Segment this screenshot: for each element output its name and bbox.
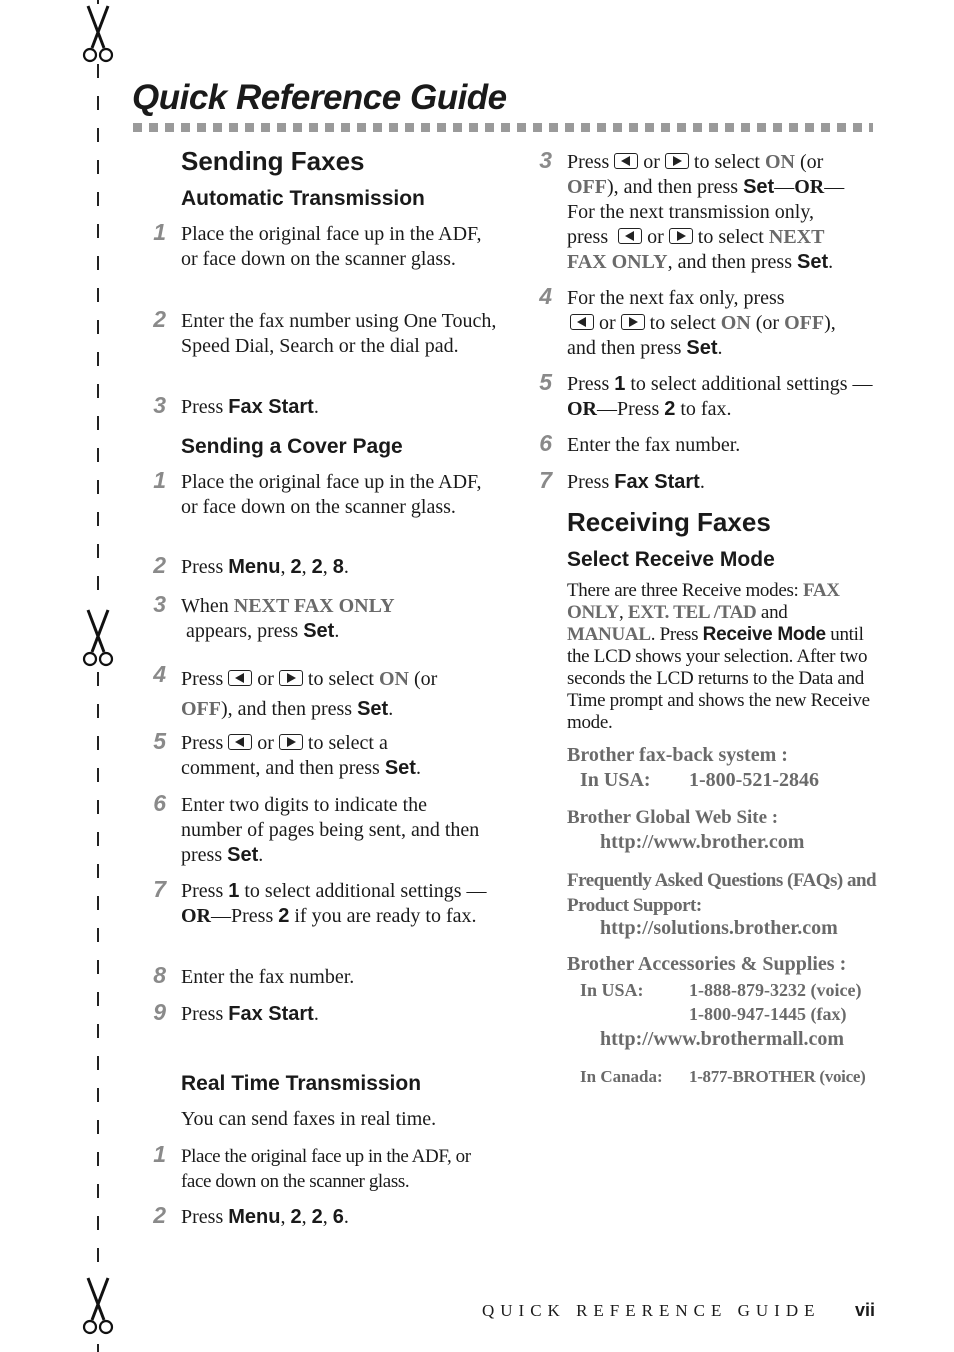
web-label: Brother Global Web Site : [567,807,779,828]
step-number: 9 [153,999,166,1025]
step-number: 3 [539,147,552,173]
step-text: Press Fax Start. [181,396,319,418]
step-number: 3 [153,591,166,617]
step-number: 1 [153,467,166,493]
left-arrow-key-icon [228,734,252,750]
accessories-fax: 1-800-947-1445 (fax) [689,1004,847,1024]
right-arrow-key-icon [669,228,693,244]
step-number: 6 [539,430,552,456]
right-arrow-key-icon [621,314,645,330]
step-number: 6 [153,790,166,816]
accessories-label: Brother Accessories & Supplies : [567,953,847,975]
step-number: 8 [153,962,166,988]
step-text: Enter the fax number. [567,434,741,456]
right-arrow-key-icon [279,670,303,686]
step-text: Place the original face up in the ADF, or face down on the scanner glass. [181,1146,471,1192]
scissors-icon [80,1276,116,1336]
faxback-country: In USA: [580,769,651,791]
faxback-number: 1-800-521-2846 [689,769,819,791]
step-text: Press or to select ON (or OFF), and then press Set. [181,668,438,720]
step-number: 2 [153,306,166,332]
canada-number: 1-877-BROTHER (voice) [689,1067,866,1086]
step-text: Press or to select a comment, and then press Set. [181,732,421,779]
paragraph: You can send faxes in real time. [181,1108,437,1130]
subheading-real-time-transmission: Real Time Transmission [181,1072,422,1095]
step-text: Press 1 to select additional settings —OR—Press 2 if you are ready to fax. [181,880,487,927]
step-number: 5 [539,369,552,395]
step-text: Enter the fax number. [181,966,355,988]
step-number: 4 [539,283,552,309]
faxback-label: Brother fax-back system : [567,744,788,766]
step-text: Press or to select ON (or OFF), and then press Set—OR— For the next transmission only, press or to select NEXT FAX ONLY, and then press Set. [567,151,845,273]
step-text: For the next fax only, press or to select ON (or OFF), and then press Set. [567,287,836,359]
step-text: Press Menu, 2, 2, 8. [181,556,349,578]
subheading-select-receive-mode: Select Receive Mode [567,548,775,571]
step-text: Press Fax Start. [567,471,705,493]
step-text: Place the original face up in the ADF, or face down on the scanner glass. [181,471,482,518]
title-rule [133,123,873,132]
accessories-country: In USA: [580,980,644,1000]
step-number: 5 [153,728,166,754]
step-text: When NEXT FAX ONLY appears, press Set. [181,595,395,642]
step-text: Press Menu, 2, 2, 6. [181,1206,349,1228]
subheading-sending-cover-page: Sending a Cover Page [181,435,403,458]
step-text: Place the original face up in the ADF, or face down on the scanner glass. [181,223,482,270]
step-number: 2 [153,1202,166,1228]
left-arrow-key-icon [228,670,252,686]
accessories-url[interactable]: http://www.brothermall.com [600,1028,845,1050]
step-text: Press Fax Start. [181,1003,319,1025]
step-number: 3 [153,392,166,418]
left-arrow-key-icon [570,314,594,330]
scissors-icon [80,4,116,64]
step-number: 1 [153,1141,166,1167]
canada-label: In Canada: [580,1067,663,1086]
section-heading-sending-faxes: Sending Faxes [181,146,365,176]
step-text: Enter two digits to indicate the number of pages being sent, and then press Set. [181,794,480,866]
faq-label: Frequently Asked Questions (FAQs) and Product Support: [567,870,877,916]
cut-line [97,0,99,1352]
page-number: vii [855,1300,876,1320]
subheading-automatic-transmission: Automatic Transmission [181,187,425,210]
web-url[interactable]: http://www.brother.com [600,831,805,853]
left-arrow-key-icon [614,153,638,169]
running-footer: QUICK REFERENCE GUIDE [482,1301,821,1320]
right-arrow-key-icon [665,153,689,169]
left-arrow-key-icon [618,228,642,244]
paragraph: There are three Receive modes: FAX ONLY, EXT. TEL /TAD and MANUAL. Press Receive Mode until the LCD shows your selection. After two seconds the LCD returns to the Data and Time prompt and shows the new Receive mode. [567,580,870,733]
key-fax-start: Fax Start [228,396,314,418]
step-number: 7 [153,876,166,902]
faq-url[interactable]: http://solutions.brother.com [600,917,838,939]
step-text: Enter the fax number using One Touch, Speed Dial, Search or the dial pad. [181,310,497,357]
page-title: Quick Reference Guide [132,78,507,117]
accessories-voice: 1-888-879-3232 (voice) [689,980,862,1000]
scissors-icon [80,608,116,668]
right-arrow-key-icon [279,734,303,750]
step-number: 2 [153,552,166,578]
section-heading-receiving-faxes: Receiving Faxes [567,507,771,537]
step-number: 1 [153,219,166,245]
step-number: 7 [539,467,552,493]
step-text: Press 1 to select additional settings —OR—Press 2 to fax. [567,373,873,420]
step-number: 4 [153,661,166,687]
